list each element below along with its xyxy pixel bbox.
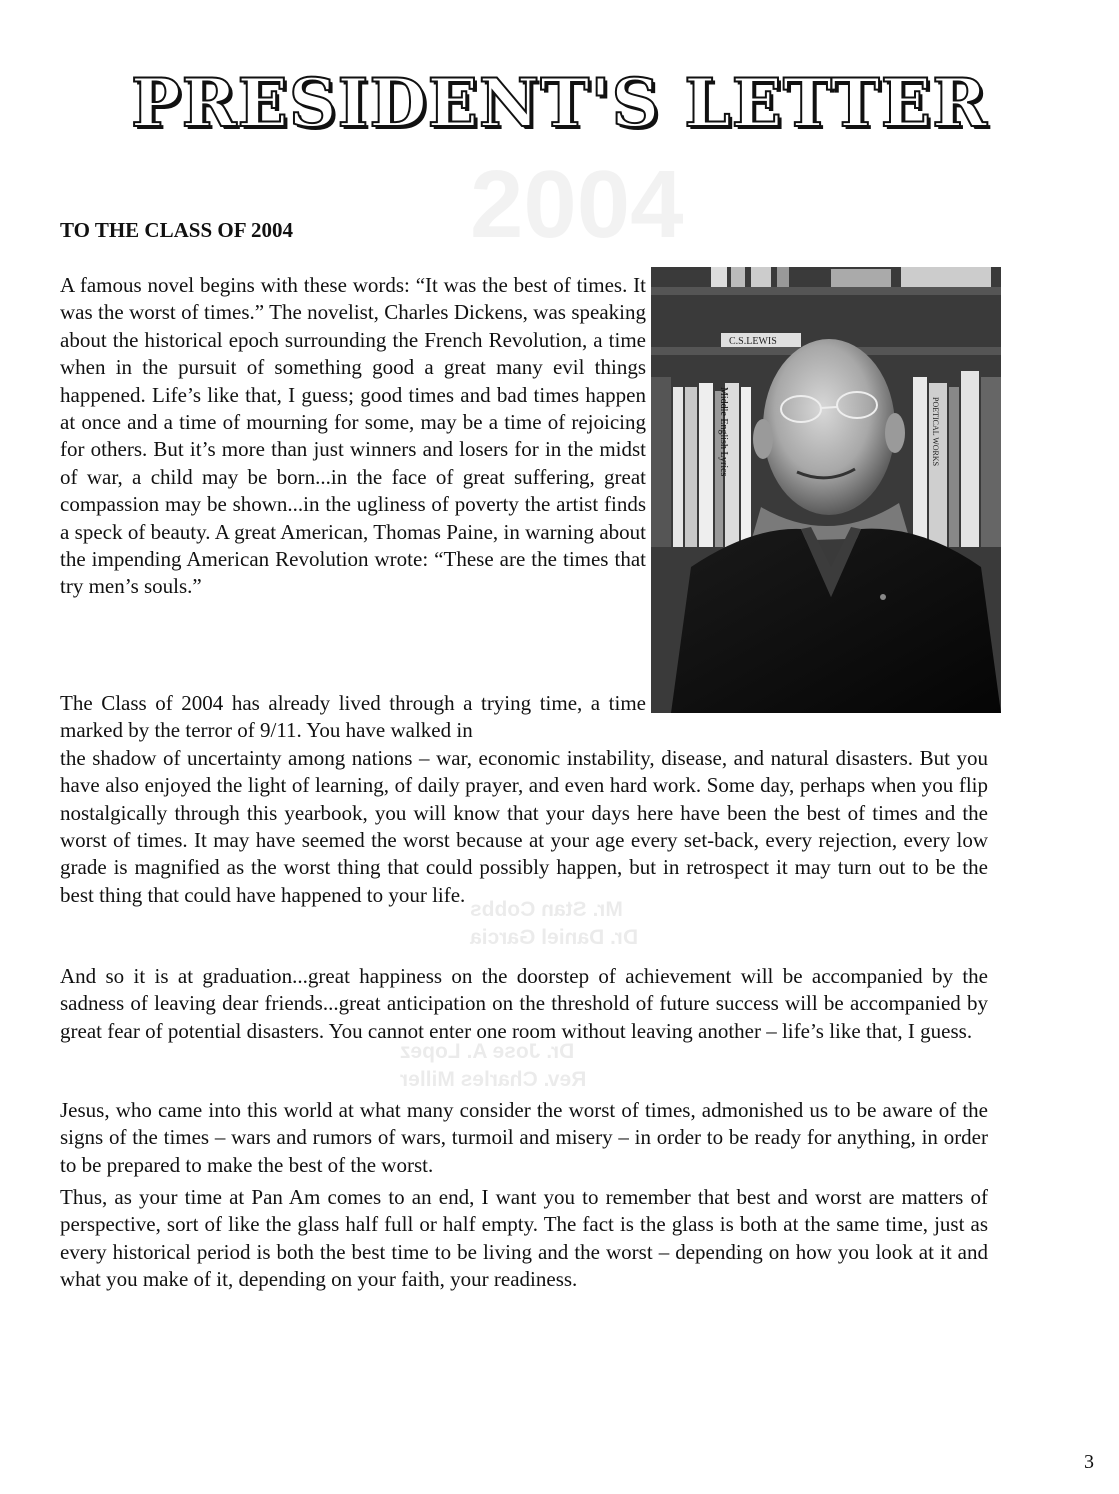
salutation: TO THE CLASS OF 2004 [60,218,294,242]
page-title: PRESIDENT'S LETTER [131,64,988,142]
president-photo [651,267,1001,713]
bleed-through-year: 2004 [470,151,684,258]
bleed-through-name: Dr. Daniel Garcia [470,926,639,949]
book-spine-label: Middle English Lyrics [718,387,729,477]
bleed-through-name: Mr. Stan Cobbs [470,898,623,921]
letter-paragraph-2-wrapped: The Class of 2004 has already lived through a trying time, a time marked by the terror of 9/11. You have walked in [60,691,646,743]
letter-paragraph-5: Thus, as your time at Pan Am comes to an end, I want you to remember that best and worst are matters of perspective, sort of like the glass half full or half empty. The fact is the glass is both at the same time, just as every historical period is both the best time to be living and the worst – depending on how you look at it and what you make of it, depending on your faith, your readiness. [60,1185,988,1292]
letter-paragraph-2-body: the shadow of uncertainty among nations – war, economic instability, disease, and natural disasters. But you have also enjoyed the light of learning, of daily prayer, and even hard work. Some day, perhaps when you flip nostalgically through this yearbook, you will know that your days here have been the best of times and the worst of times. It may have seemed the worst because at your age every set-back, every rejection, every low grade is magnified as the worst thing that could possibly happen, but in retrospect it may turn out to be the best thing that could have happened to your life. [60,745,988,907]
letter-paragraph-4: Jesus, who came into this world at what many consider the worst of times, admonished us to be aware of the signs of the times – wars and rumors of wars, turmoil and misery – in order to be ready for anything, in order to be prepared to make the best of the worst. [60,1098,988,1177]
bleed-through-name: Dr. Jose A. Lopez [400,1040,575,1063]
book-spine-label: POETICAL WORKS [931,397,940,467]
bleed-through-name: Rev. Charles Miller [400,1068,587,1091]
book-spine-label: C.S.LEWIS [729,336,777,347]
letter-paragraph-2 [60,690,988,909]
letter-paragraph-3: And so it is at graduation...great happiness on the doorstep of achievement will be accompanied by the sadness of leaving dear friends...great anticipation on the threshold of future success will be accompanied by great fear of potential disasters. You cannot enter one room without leaving another – life’s like that, I guess. [60,964,988,1043]
page-number: 3 [1084,1451,1094,1473]
letter-paragraph-1: A famous novel begins with these words: “It was the best of times. It was the worst of times.” The novelist, Charles Dickens, was speaking about the historical epoch surrounding the French Revolution, a time when in the pursuit of something good a great many evil things happened. Life’s like that, I guess; good times and bad times happen at once and a time of mourning for some, may be a time of rejoicing for others. But it’s more than just winners and losers for in the midst of war, a child may be born...in the face of great suffering, great compassion may be shown...in the ugliness of poverty the artist finds a speck of beauty. A great American, Thomas Paine, in warning about the impending American Revolution wrote: “These are the times that try men’s souls.” [60,273,646,599]
